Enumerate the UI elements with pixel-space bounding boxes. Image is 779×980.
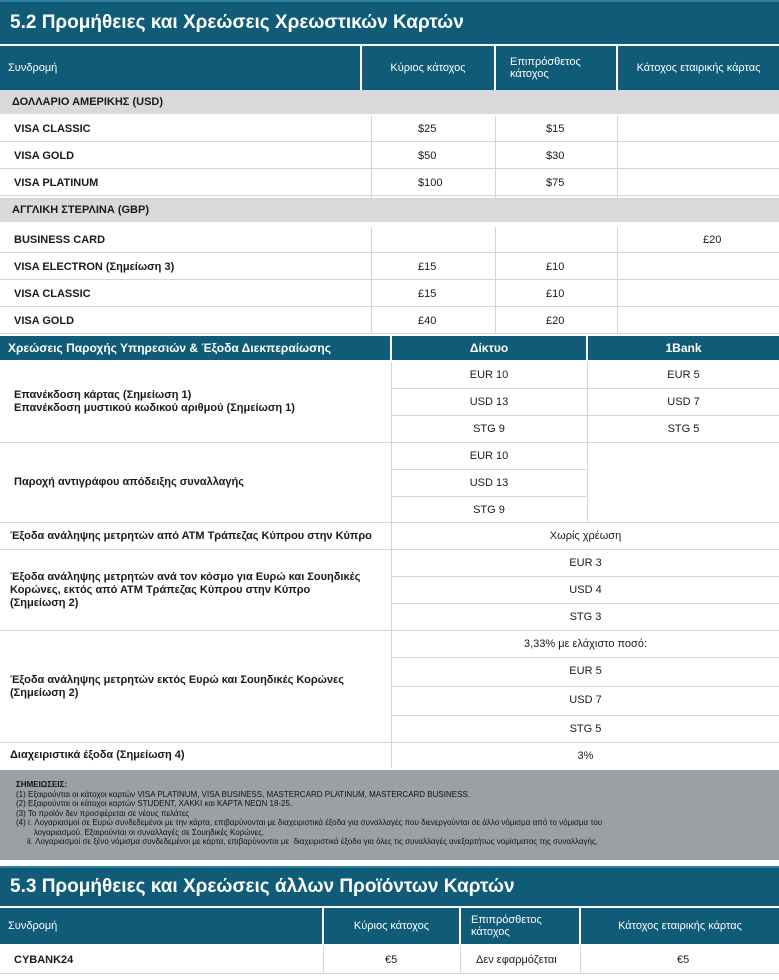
divider [392, 496, 586, 497]
table-row [0, 308, 779, 334]
reissue-bank-stg: STG 5 [667, 423, 700, 435]
divider [392, 715, 779, 716]
divider [392, 657, 779, 658]
atm-outside-label: Έξοδα ανάληψης μετρητών εκτός Ευρώ και Σουηδικές Κορώνες (Σημείωση 2) [10, 673, 344, 699]
row-extra: $75 [546, 177, 565, 189]
section-title-text: 5.3 Προμήθειες και Χρεώσεις άλλων Προϊόντων Καρτών [10, 876, 515, 897]
header-subscription: Συνδρομή [0, 908, 322, 944]
row-main: €5 [385, 954, 398, 966]
column-divider [495, 116, 496, 198]
services-header-1bank: 1Bank [588, 336, 779, 360]
notes-box [0, 770, 779, 860]
row-main: £40 [418, 315, 437, 327]
row-name: VISA CLASSIC [14, 123, 91, 135]
divider [392, 469, 586, 470]
column-divider [391, 523, 392, 768]
note-line: λογαριασμού. Εξαιρούνται οι συναλλαγές σε Σουηδικές Κορώνες. [16, 827, 265, 837]
reissue-network-stg: STG 9 [473, 423, 505, 435]
note-line: (3) Το προϊόν δεν προσφέρεται σε νέους πελάτες [16, 808, 190, 818]
receipt-label: Παροχή αντιγράφου απόδειξης συναλλαγής [14, 476, 244, 488]
row-main: $100 [418, 177, 443, 189]
column-divider [617, 227, 618, 334]
row-corp: £20 [703, 234, 722, 246]
section-title-5-2 [0, 0, 779, 44]
column-divider [371, 116, 372, 198]
column-divider [587, 362, 588, 522]
header-corporate-holder: Κάτοχος εταιρικής κάρτας [618, 46, 779, 90]
row-main: $50 [418, 150, 437, 162]
row-main: £15 [418, 288, 437, 300]
atm-cyprus-label: Έξοδα ανάληψης μετρητών από ΑΤΜ Τράπεζας Κύπρου στην Κύπρο [10, 529, 372, 542]
header-extra-holder: Επιπρόσθετος κάτοχος [496, 46, 616, 90]
atm-world-stg: STG 3 [569, 611, 602, 623]
row-extra: £10 [546, 261, 565, 273]
divider [392, 576, 779, 577]
column-divider [495, 227, 496, 334]
reissue-bank-usd: USD 7 [667, 396, 700, 408]
admin-value: 3% [577, 749, 594, 762]
row-extra: $30 [546, 150, 565, 162]
receipt-network-stg: STG 9 [473, 503, 505, 516]
table-row [0, 281, 779, 307]
row-main: $25 [418, 123, 437, 135]
row-name: VISA ELECTRON (Σημείωση 3) [14, 261, 175, 273]
group-usd: ΔΟΛΛΑΡΙΟ ΑΜΕΡΙΚΗΣ (USD) [0, 90, 779, 114]
row-extra: $15 [546, 123, 565, 135]
notes-title: ΣΗΜΕΙΩΣΕΙΣ: [16, 780, 68, 789]
row-name: CYBANK24 [14, 954, 74, 966]
admin-label: Διαχειριστικά έξοδα (Σημείωση 4) [10, 749, 185, 761]
receipt-network-usd: USD 13 [469, 477, 509, 489]
header-corporate-holder: Κάτοχος εταιρικής κάρτας [581, 908, 779, 944]
row-extra: Δεν εφαρμόζεται [476, 954, 557, 966]
section-title-text: 5.2 Προμήθειες και Χρεώσεις Χρεωστικών Καρτών [10, 12, 464, 33]
atm-world-usd: USD 4 [569, 584, 602, 596]
divider [392, 603, 779, 604]
table-row [0, 254, 779, 280]
group-gbp: ΑΓΓΛΙΚΗ ΣΤΕΡΛΙΝΑ (GBP) [0, 198, 779, 222]
reissue-label: Επανέκδοση κάρτας (Σημείωση 1) Επανέκδοση μυστικού κωδικού αριθμού (Σημείωση 1) [14, 389, 295, 414]
note-line: (1) Εξαιρούνται οι κάτοχοι καρτών VISA PLATINUM, VISA BUSINESS, MASTERCARD PLATINUM, MASTERCARD BUSINESS. [16, 789, 470, 799]
row-extra: £20 [546, 315, 565, 327]
divider [392, 388, 779, 389]
column-divider [460, 946, 461, 974]
header-subscription: Συνδρομή [0, 46, 360, 90]
divider [392, 415, 779, 416]
header-main-holder: Κύριος κάτοχος [362, 46, 494, 90]
section-title-5-3 [0, 866, 779, 906]
row-main: £15 [418, 261, 437, 273]
row-corp: €5 [677, 954, 690, 966]
table-row [0, 227, 779, 253]
row-name: BUSINESS CARD [14, 234, 106, 246]
atm-outside-usd: USD 7 [569, 694, 602, 706]
column-divider [391, 362, 392, 522]
services-header: Χρεώσεις Παροχής Υπηρεσιών & Έξοδα Διεκπεραίωσης [0, 336, 390, 360]
column-divider [323, 946, 324, 974]
table-row [0, 143, 779, 169]
column-divider [371, 227, 372, 334]
row-name: VISA GOLD [14, 315, 75, 327]
reissue-network-eur: EUR 10 [469, 369, 509, 381]
column-divider [617, 116, 618, 198]
receipt-network-eur: EUR 10 [469, 450, 509, 462]
atm-world-label: Έξοδα ανάληψης μετρητών ανά τον κόσμο για Ευρώ και Σουηδικές Κορώνες, εκτός από ΑΤΜ Τράπεζας Κύπρου στην Κύπρο (Σημείωση 2) [10, 570, 361, 609]
table-row [0, 116, 779, 142]
atm-outside-stg: STG 5 [569, 723, 602, 735]
row-name: VISA CLASSIC [14, 288, 91, 300]
row-name: VISA GOLD [14, 150, 75, 162]
table-row [0, 170, 779, 196]
atm-outside-intro: 3,33% με ελάχιστο ποσό: [523, 638, 648, 650]
services-header-network: Δίκτυο [392, 336, 586, 360]
reissue-bank-eur: EUR 5 [667, 369, 700, 381]
header-main-holder: Κύριος κάτοχος [324, 908, 459, 944]
row-name: VISA PLATINUM [14, 177, 99, 189]
row-extra: £10 [546, 288, 565, 300]
header-extra-holder: Επιπρόσθετος κάτοχος [461, 908, 579, 944]
column-divider [580, 946, 581, 974]
atm-world-eur: EUR 3 [569, 557, 602, 569]
atm-cyprus-value: Χωρίς χρέωση [549, 530, 622, 542]
divider [392, 686, 779, 687]
table-row [0, 946, 779, 974]
reissue-network-usd: USD 13 [469, 396, 509, 408]
note-line: (4) i. Λογαριασμοί σε Ευρώ συνδεδεμένοι με την κάρτα, επιβαρύνονται με διαχειριστικά έξοδα για συναλλαγές που διενεργούνται σε άλλο νόμισμα από το νόμισμα του [16, 818, 603, 827]
atm-outside-eur: EUR 5 [569, 665, 602, 677]
note-line: ii. Λογαριασμοί σε ξένο νόμισμα συνδεδεμένοι με κάρτα, επιβαρύνονται με διαχειριστικά έξοδα για όλες τις συναλλαγές ανεξαρτήτως νομίσματος της συναλλαγής. [16, 837, 599, 846]
note-line: (2) Εξαιρούνται οι κάτοχοι καρτών STUDENT, ΧΑΚΚΙ και ΚΑΡΤΑ ΝΕΩΝ 18-25. [16, 799, 293, 808]
